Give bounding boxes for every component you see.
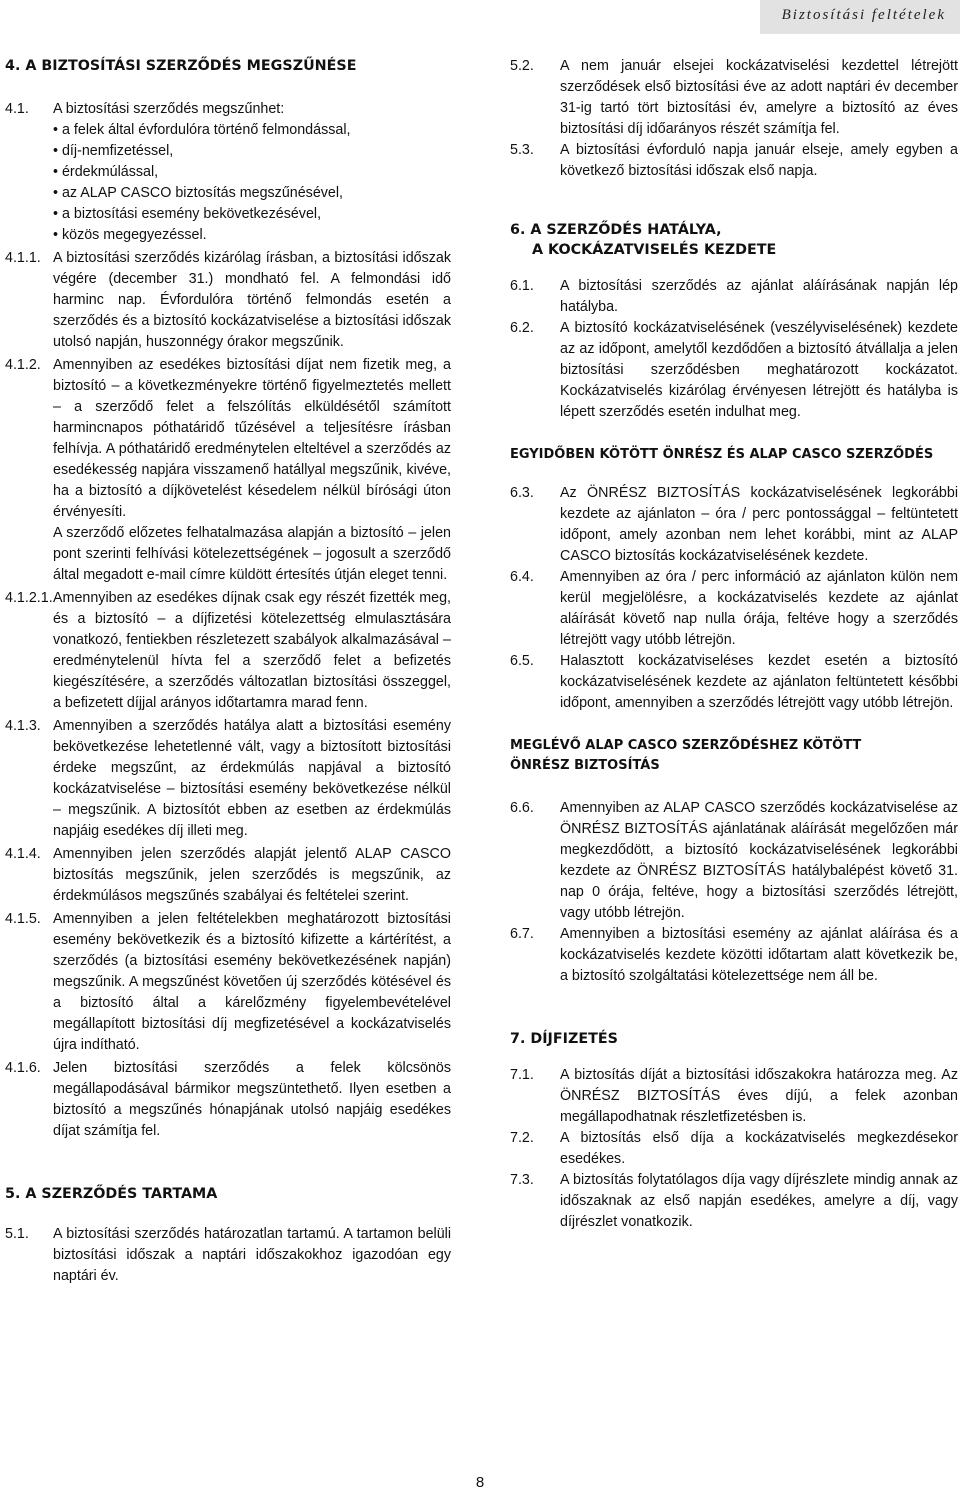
clause-6-4: 6.4. Amennyiben az óra / perc információ az ajánlaton külön nem kerül megjelölésre, a kockázatviselés kezdete az ajánlat aláírását követő nap nulla órája, feltéve hogy a szerződés létrejött vagy utóbb létrejön.	[510, 569, 958, 648]
subsection-existing-title: MEGLÉVŐ ALAP CASCO SZERZŐDÉSHEZ KÖTÖTT ÖNRÉSZ BIZTOSÍTÁS	[510, 738, 862, 773]
clause-6-1: 6.1. A biztosítási szerződés az ajánlat aláírásának napján lép hatályba.	[510, 278, 958, 315]
termination-bullet-list	[5, 120, 451, 246]
header-bar	[760, 0, 960, 34]
clause-6-6: 6.6. Amennyiben az ALAP CASCO szerződés kockázatviselése az ÖNRÉSZ BIZTOSÍTÁS ajánlatának aláírását megelőzően már megkezdődött, a biztosító kockázatviselésének legkorábbi kezdete az ÖNRÉSZ BIZTOSÍTÁS hatálybalépést követő 31. nap 0 órája, feltéve, hogy a biztosítási szerződés létrejött, vagy utóbb létrejön.	[510, 800, 958, 921]
clause-6-5: 6.5. Halasztott kockázatviseléses kezdet esetén a biztosító kockázatviselésének kezdete az ajánlaton feltüntetett későbbi időpont, amennyiben a szerződés létrejött vagy utóbb létrejön.	[510, 653, 958, 711]
subsection-concurrent-title: EGYIDŐBEN KÖTÖTT ÖNRÉSZ ÉS ALAP CASCO SZERZŐDÉS	[510, 447, 934, 462]
list-item: • az ALAP CASCO biztosítás megszűnésével,	[53, 185, 344, 201]
right-column	[510, 56, 958, 1233]
section-6-title: 6. A SZERZŐDÉS HATÁLYA, A KOCKÁZATVISELÉS KEZDETE	[510, 222, 777, 258]
clause-4-1: 4.1. A biztosítási szerződés megszűnhet:	[5, 101, 285, 117]
clause-4-1-2-continuation: A szerződő előzetes felhatalmazása alapján a biztosító – jelen pont szerinti felhívási kötelezettségének – jogosult a szerződő által megadott e-mail címre küldött értesítés útján eleget tenni.	[53, 525, 451, 583]
clause-4-1-1: 4.1.1. A biztosítási szerződés kizárólag írásban, a biztosítási időszak végére (december 31.) mondható fel. A felmondási idő harminc nap. Évfordulóra történő felmondás esetén a szerződés és a biztosító kockázatviselése a biztosítási időszak utolsó napján, huszonnégy órakor megszűnik.	[5, 250, 451, 350]
clause-4-1-2: 4.1.2. Amennyiben az esedékes biztosítási díjat nem fizetik meg, a biztosító – a következményekre történő figyelmeztetés mellett – a szerződő felet a felszólítás elküldésétől számított harmincnapos póthatáridő tűzésével a teljesítésre írásban felhívja. A póthatáridő eredménytelen elteltével a szerződés az esedékesség napjára visszamenő hatállyal megszűnik, kivéve, ha a biztosító a díjkövetelést késedelem nélkül bírósági úton érvényesíti.	[5, 357, 451, 520]
clause-6-2: 6.2. A biztosító kockázatviselésének (veszélyviselésének) kezdete az az időpont, amelytől kezdődően a biztosító átvállalja a jelen biztosítási szerződésben meghatározott kockázatot. Kockázatviselés kizárólag érvényesen létrejött és hatályba is lépett szerződés esetén indulhat meg.	[510, 320, 958, 420]
clause-7-3: 7.3. A biztosítás folytatólagos díja vagy díjrészlete mindig annak az időszaknak az első napján esedékes, amelyre a díj, vagy díjrészlet vonatkozik.	[510, 1172, 958, 1230]
clause-6-7: 6.7. Amennyiben a biztosítási esemény az ajánlat aláírása és a kockázatviselés kezdete közötti időtartam alatt következik be, a biztosító szolgáltatási kötelezettsége nem áll be.	[510, 926, 958, 984]
clause-4-1-4: 4.1.4. Amennyiben jelen szerződés alapját jelentő ALAP CASCO biztosítás megszűnik, jelen szerződés is megszűnik, az érdekmúlásos megszűnés szabályai és feltételei szerint.	[5, 846, 451, 904]
document-title: Biztosítási feltételek	[781, 7, 946, 23]
left-column	[5, 56, 451, 1287]
clause-5-2: 5.2. A nem január elsejei kockázatviselési kezdettel létrejött szerződések első biztosítási éve az adott naptári év december 31-ig tartó tört biztosítási év, amelyre a biztosító az éves biztosítási díj időarányos részét számítja fel.	[510, 58, 958, 137]
list-item: • érdekmúlással,	[53, 164, 159, 180]
clause-7-2: 7.2. A biztosítás első díja a kockázatviselés megkezdésekor esedékes.	[510, 1130, 958, 1167]
list-item: • a felek által évfordulóra történő felmondással,	[53, 122, 351, 138]
clause-4-1-2-1: 4.1.2.1. Amennyiben az esedékes díjnak csak egy részét fizették meg, és a biztosító – a díjfizetési kötelezettség elmulasztására vonatkozó, fentiekben részletezett szabályok alkalmazásával – eredménytelenül hívta fel a szerződő felet a befizetés kiegészítésére, a szerződés változatlan biztosítási összeggel, a befizetett díjjal arányos időtartamra marad fenn.	[5, 590, 451, 711]
clause-6-3: 6.3. Az ÖNRÉSZ BIZTOSÍTÁS kockázatviselésének legkorábbi kezdete az ajánlaton – óra / perc pontossággal – feltüntetett időpont, amely azonban nem lehet korábbi, mint az ALAP CASCO biztosítás kockázatviselésének kezdete.	[510, 485, 958, 564]
clause-4-1-5: 4.1.5. Amennyiben a jelen feltételekben meghatározott biztosítási esemény bekövetkezik és a biztosító kifizette a kártérítést, a szerződés (a biztosítási esemény bekövetkezésének napján) megszűnik. A megszűnést követően új szerződés kötésével és a biztosító által a kárelőzmény figyelembevételével megállapított biztosítási díj megfizetésével a kockázatviselés újra indítható.	[5, 911, 451, 1053]
clause-5-1: 5.1. A biztosítási szerződés határozatlan tartamú. A tartamon belüli biztosítási időszak a naptári időszakokhoz igazodóan egy naptári év.	[5, 1226, 451, 1284]
clause-7-1: 7.1. A biztosítás díját a biztosítási időszakokra határozza meg. Az ÖNRÉSZ BIZTOSÍTÁS éves díjú, a felek azonban megállapodhatnak részletfizetésben is.	[510, 1067, 958, 1125]
list-item: • közös megegyezéssel.	[53, 227, 207, 243]
page-number: 8	[475, 1474, 485, 1491]
list-item: • a biztosítási esemény bekövetkezésével,	[53, 206, 322, 222]
section-5-title: 5. A SZERZŐDÉS TARTAMA	[5, 1186, 218, 1202]
section-7-title: 7. DÍJFIZETÉS	[510, 1031, 618, 1047]
clause-5-3: 5.3. A biztosítási évforduló napja január elseje, amely egyben a következő biztosítási időszak első napja.	[510, 142, 958, 179]
clause-4-1-3: 4.1.3. Amennyiben a szerződés hatálya alatt a biztosítási esemény bekövetkezése lehetetlenné vált, vagy a biztosított biztosítási érdeke megszűnt, az érdekmúlás napjával a biztosító kockázatviselése – biztosítási esemény bekövetkezése nélkül – megszűnik. A biztosítót ebben az esetben az érdekmúlás napjáig esedékes díj illeti meg.	[5, 718, 451, 839]
section-4-title: 4. A BIZTOSÍTÁSI SZERZŐDÉS MEGSZŰNÉSE	[5, 58, 357, 74]
clause-4-1-6: 4.1.6. Jelen biztosítási szerződés a felek kölcsönös megállapodásával bármikor megszüntethető. Ilyen esetben a biztosító a megszűnés hónapjának utolsó napjáig esedékes díjat számítja fel.	[5, 1060, 451, 1139]
list-item: • díj-nemfizetéssel,	[53, 143, 174, 159]
